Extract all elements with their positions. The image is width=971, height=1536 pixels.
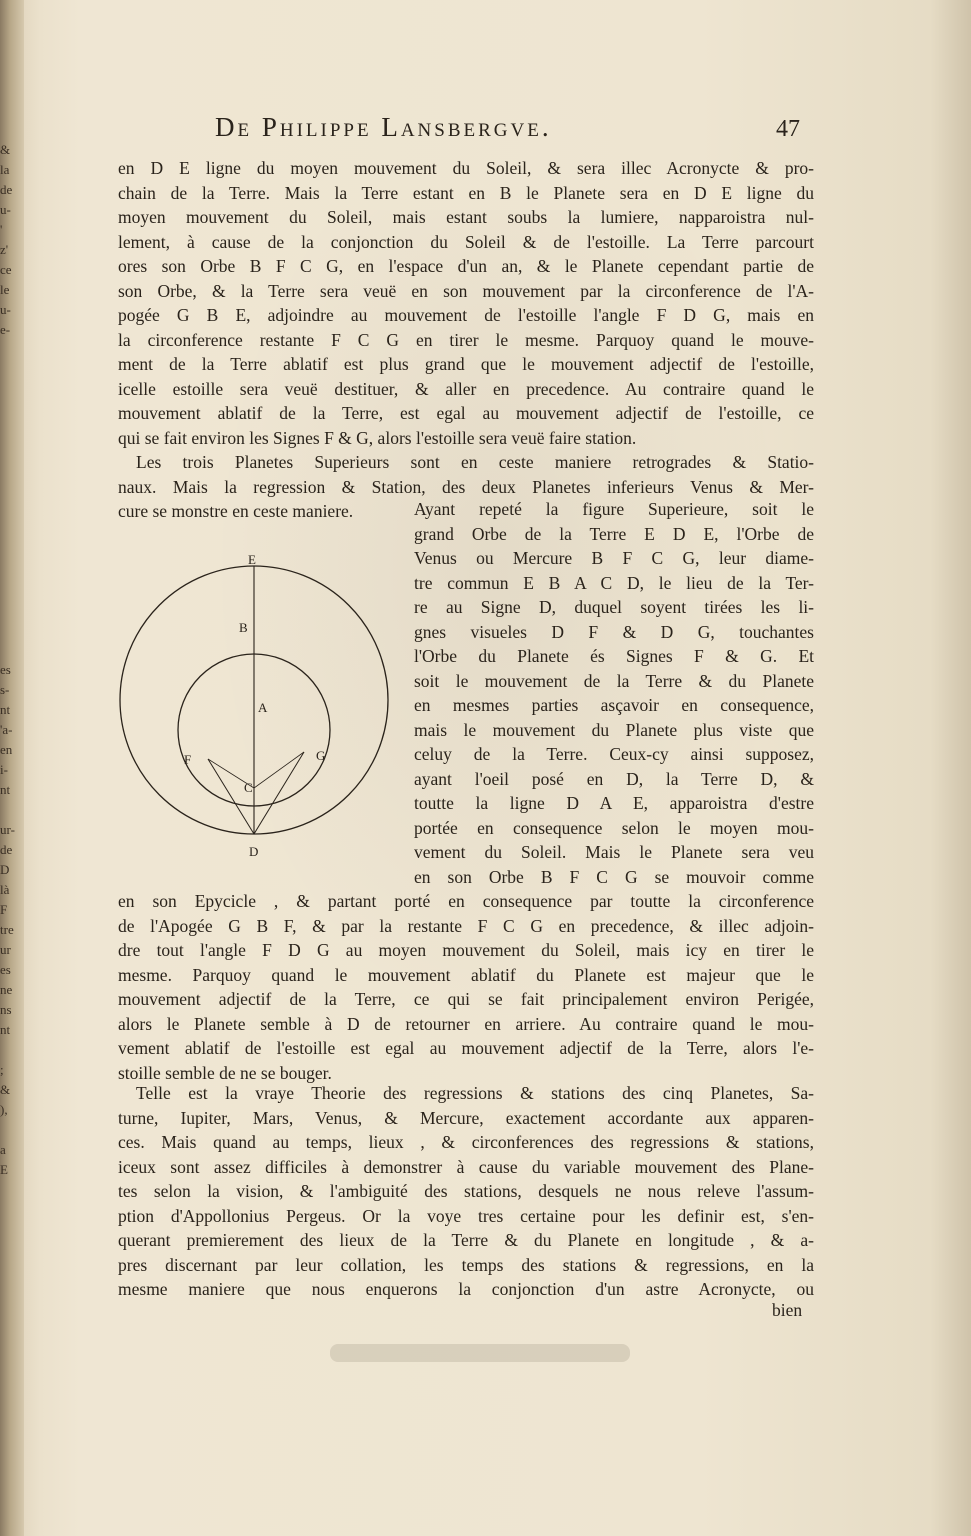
chord-gc — [254, 752, 304, 788]
text-line: son Orbe, & la Terre sera veuë en son mouvement par la circonference de l'A- — [118, 280, 814, 301]
gutter-fragment: tre — [0, 922, 14, 937]
text-line: ayant l'oeil posé en D, la Terre D, & — [414, 768, 814, 789]
label-e: E — [248, 552, 256, 567]
gutter-fragment — [0, 1040, 16, 1060]
gutter-fragment: ), — [0, 1102, 8, 1117]
show-through-ink-bottom — [330, 1344, 630, 1362]
gutter-fragment — [0, 500, 16, 520]
gutter-fragment — [0, 460, 16, 480]
gutter-fragment: & — [0, 1082, 11, 1097]
text-line: mesme. Parquoy quand le mouvement ablatif du Planete est majeur que le — [118, 964, 814, 985]
visual-line-df — [208, 759, 254, 834]
text-line: ment de la Terre ablatif est plus grand que le mouvement adjectif de l'estoille, — [118, 354, 814, 374]
text-line: vement du Soleil. Mais le Planete sera veu — [414, 842, 814, 862]
text-line: la circonference restante F C G en tirer le mesme. Parquoy quand le mouve- — [118, 329, 814, 350]
text-line: tes selon la vision, & l'ambiguité des stations, desquels ne nous releve l'assum- — [118, 1181, 814, 1201]
text-line: pogée G B E, adjoindre au mouvement de l'estoille l'angle F D G, mais en — [118, 305, 814, 325]
text-line: soit le mouvement de la Terre & du Planete — [414, 670, 814, 691]
running-head: De Philippe Lansbergve. — [215, 112, 552, 142]
text-line: l'Orbe du Planete és Signes F & G. Et — [414, 646, 814, 666]
label-g: G — [316, 748, 326, 763]
gutter-fragment: es — [0, 662, 11, 677]
text-line: turne, Iupiter, Mars, Venus, & Mercure, exactement accordante aux apparen- — [118, 1107, 814, 1128]
text-line: cure se monstre en ceste maniere. — [118, 501, 354, 521]
text-line: en son Orbe B F C G se mouvoir comme — [414, 866, 814, 887]
gutter-fragment: ns — [0, 1002, 12, 1017]
gutter-fragment: ur — [0, 942, 11, 957]
gutter-fragment: ur- — [0, 822, 15, 837]
gutter-fragment — [0, 540, 16, 560]
gutter-fragment: u- — [0, 202, 11, 217]
text-line: stoille semble de ne se bouger. — [118, 1062, 332, 1083]
catchword: bien — [772, 1300, 803, 1320]
gutter-fragment: s- — [0, 682, 10, 697]
label-c: C — [244, 780, 253, 795]
text-line: ces. Mais quand au temps, lieux , & circonferences des regressions & stations, — [118, 1132, 814, 1152]
paragraph-3 — [118, 1081, 814, 1302]
gutter-fragment: de — [0, 842, 13, 857]
gutter-fragment: i- — [0, 762, 8, 777]
text-line: ores son Orbe B F C G, en l'espace d'un an, & le Planete cependant partie de — [118, 256, 814, 276]
text-line: en D E ligne du moyen mouvement du Soleil, & sera illec Acronycte & pro- — [118, 158, 814, 178]
text-line: dre tout l'angle F D G au moyen mouvement du Soleil, mais icy en tirer le — [118, 940, 814, 960]
gutter-fragment: e- — [0, 322, 11, 337]
text-line: mouvement adjectif de la Terre, ce qui se fait principalement environ Perigée, — [118, 989, 814, 1009]
text-line: iceux sont assez difficiles à demonstrer à cause du variable mouvement des Plane- — [118, 1156, 814, 1177]
text-line: Venus ou Mercure B F C G, leur diame- — [414, 548, 814, 568]
gutter-fragment — [0, 620, 16, 640]
text-line: Les trois Planetes Superieurs sont en ceste maniere retrogrades & Statio- — [136, 452, 814, 472]
gutter-fragment: E — [0, 1162, 8, 1177]
orbit-diagram — [108, 552, 408, 872]
text-line: portée en consequence selon le moyen mou- — [414, 817, 814, 838]
text-line: ption d'Appollonius Pergeus. Or la voye tres certaine pour les definir est, s'en- — [118, 1205, 814, 1226]
gutter-fragment: de — [0, 182, 13, 197]
label-d: D — [249, 844, 259, 859]
gutter-fragment — [0, 520, 16, 540]
text-line: naux. Mais la regression & Station, des deux Planetes inferieurs Venus & Mer- — [118, 476, 814, 497]
text-line: celuy de la Terre. Ceux-cy ainsi supposez, — [414, 744, 814, 764]
gutter-fragment: en — [0, 742, 13, 757]
gutter-fragment: ce — [0, 262, 12, 277]
paragraph-2-continuation — [118, 889, 814, 1085]
gutter-fragment — [0, 560, 16, 580]
text-line: vement ablatif de l'estoille est egal au mouvement adjectif de la Terre, alors l'e- — [118, 1038, 814, 1058]
gutter-fragment: ne — [0, 982, 13, 997]
text-line: querant premierement des lieux de la Terre & du Planete en longitude , & a- — [118, 1230, 814, 1250]
text-line: mais le mouvement du Planete plus viste que — [414, 719, 814, 740]
text-line: mouvement ablatif de la Terre, est egal au mouvement adjectif de l'estoille, ce — [118, 403, 814, 423]
gutter-fragment: nt — [0, 782, 11, 797]
gutter-fragment — [0, 380, 16, 400]
gutter-fragment: nt — [0, 1022, 11, 1037]
label-a: A — [258, 700, 268, 715]
text-line: de l'Apogée G B F, & par la restante F C G en precedence, & illec adjoin- — [118, 915, 814, 936]
gutter-fragment: a — [0, 1142, 6, 1157]
gutter-fragment: D — [0, 862, 10, 877]
text-line: grand Orbe de la Terre E D E, l'Orbe de — [414, 523, 814, 544]
label-f: F — [184, 752, 192, 767]
text-line: mesme maniere que nous enquerons la conjonction d'un astre Acronycte, ou — [118, 1279, 814, 1299]
text-line: gnes visueles D F & D G, touchantes — [414, 621, 814, 642]
gutter-fragment: la — [0, 162, 10, 177]
paragraph-2-wrapped-column — [414, 497, 814, 889]
gutter-fragment: & — [0, 142, 11, 157]
gutter-fragment: nt — [0, 702, 11, 717]
gutter-fragment — [0, 340, 16, 360]
text-line: en mesmes parties asçavoir en consequence, — [414, 695, 814, 715]
text-line: lement, à cause de la conjonction du Soleil & de l'estoille. La Terre parcourt — [118, 231, 814, 252]
gutter-fragment: le — [0, 282, 10, 297]
gutter-fragment — [0, 640, 16, 660]
gutter-fragment — [0, 400, 16, 420]
gutter-fragment — [0, 420, 16, 440]
gutter-fragment — [0, 800, 16, 820]
text-line: en son Epycicle , & partant porté en consequence par toutte la circonference — [118, 891, 814, 911]
gutter-fragment — [0, 440, 16, 460]
gutter-fragment: z' — [0, 242, 9, 257]
text-line: icelle estoille sera veuë destituer, & aller en precedence. Au contraire quand le — [118, 378, 814, 399]
text-line: toutte la ligne D A E, apparoistra d'estre — [414, 793, 814, 813]
facing-page-gutter-text — [0, 140, 16, 1180]
gutter-fragment: ; — [0, 1062, 4, 1077]
gutter-fragment — [0, 580, 16, 600]
text-line: tre commun E B A C D, le lieu de la Ter- — [414, 572, 814, 593]
gutter-fragment — [0, 480, 16, 500]
gutter-fragment: es — [0, 962, 11, 977]
text-line: Ayant repeté la figure Superieure, soit le — [414, 499, 814, 519]
gutter-fragment: là — [0, 882, 10, 897]
text-line: Telle est la vraye Theorie des regressions & stations des cinq Planetes, Sa- — [136, 1083, 814, 1103]
text-line: pres discernant par leur collation, les temps des stations & regressions, en la — [118, 1254, 814, 1275]
page-number: 47 — [776, 116, 800, 142]
text-line: re au Signe D, duquel soyent tirées les li- — [414, 597, 814, 617]
label-b: B — [239, 620, 248, 635]
text-line: chain de la Terre. Mais la Terre estant en B le Planete sera en D E ligne du — [118, 182, 814, 203]
gutter-fragment: F — [0, 902, 8, 917]
text-line: alors le Planete semble à D de retourner en arriere. Au contraire quand le mou- — [118, 1013, 814, 1034]
gutter-fragment — [0, 600, 16, 620]
paragraph-1 — [118, 156, 814, 450]
gutter-fragment: u- — [0, 302, 11, 317]
gutter-fragment — [0, 1120, 16, 1140]
gutter-fragment — [0, 360, 16, 380]
text-line: qui se fait environ les Signes F & G, alors l'estoille sera veuë faire station. — [118, 427, 637, 448]
gutter-fragment: ' — [0, 222, 3, 237]
gutter-fragment: 'a- — [0, 722, 13, 737]
text-line: moyen mouvement du Soleil, mais estant soubs la lumiere, napparoistra nul- — [118, 207, 814, 227]
